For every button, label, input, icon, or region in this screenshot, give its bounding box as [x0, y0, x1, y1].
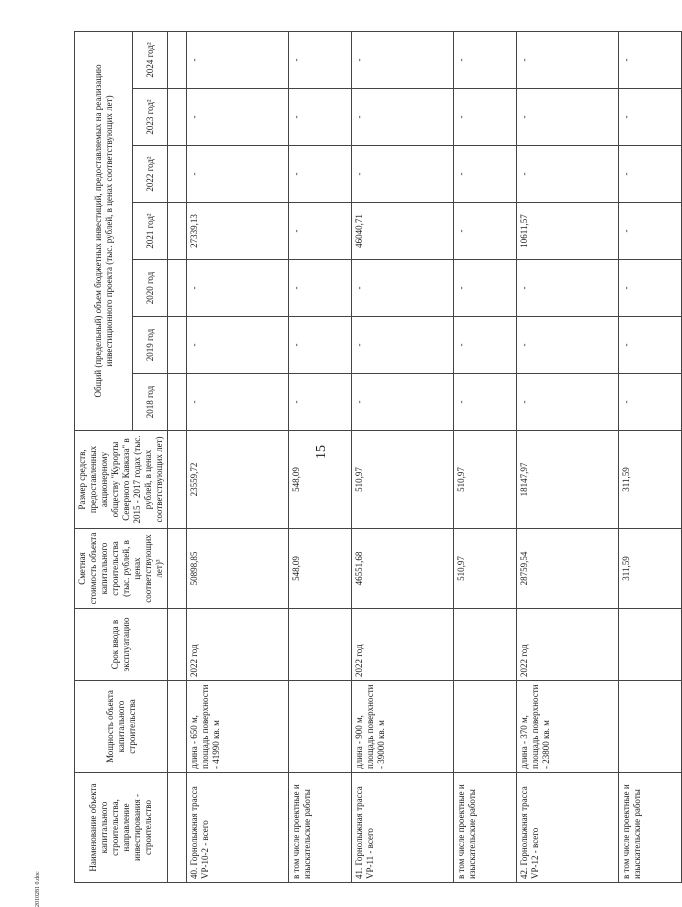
row-year-value: -: [187, 374, 289, 431]
row-year-value: -: [516, 146, 618, 203]
row-year-value: -: [454, 260, 517, 317]
row-number: 40.: [189, 867, 199, 879]
row-year-value: -: [351, 146, 453, 203]
row-year-value: 27339,13: [187, 203, 289, 260]
table-row: [187, 31, 289, 882]
row-year-value: -: [619, 203, 682, 260]
header-capacity: Мощность объекта капитального строительства: [75, 681, 168, 773]
header-year: 2019 год: [133, 317, 168, 374]
row-year-value: -: [187, 260, 289, 317]
row-year-value: -: [187, 146, 289, 203]
row-year-value: -: [619, 146, 682, 203]
row-year-value: -: [516, 31, 618, 88]
row-commissioning: 2022 год: [351, 609, 453, 681]
header-year: 2021 год²: [133, 203, 168, 260]
header-year: 2024 год²: [133, 31, 168, 88]
row-year-value: -: [454, 203, 517, 260]
table-body: [187, 31, 682, 882]
row-name: в том числе проектные и изыскательские работы: [454, 773, 517, 883]
header-commissioning: Срок ввода в эксплуатацию: [75, 609, 168, 681]
row-estimated-cost: 548,09: [289, 529, 352, 609]
table-row: [289, 31, 352, 882]
header-year: 2022 год²: [133, 146, 168, 203]
row-commissioning: [289, 609, 352, 681]
row-year-value: -: [516, 374, 618, 431]
header-year: 2020 год: [133, 260, 168, 317]
row-estimated-cost: 28759,54: [516, 529, 618, 609]
row-year-value: -: [454, 31, 517, 88]
row-commissioning: [454, 609, 517, 681]
table-header: [75, 31, 187, 882]
row-year-value: -: [289, 89, 352, 146]
row-year-value: -: [351, 317, 453, 374]
row-funds-provided: 548,09: [289, 431, 352, 529]
row-year-value: -: [516, 260, 618, 317]
row-estimated-cost: 46551,68: [351, 529, 453, 609]
column-spacer-row: [168, 31, 187, 882]
row-year-value: -: [454, 89, 517, 146]
row-name: 40. Горнолыжная трасса VP-10-2 - всего: [187, 773, 289, 883]
header-year: 2023 год²: [133, 89, 168, 146]
row-number: 42.: [518, 867, 529, 879]
row-year-value: 10611,57: [516, 203, 618, 260]
row-year-value: -: [289, 260, 352, 317]
row-year-value: -: [619, 317, 682, 374]
header-funds-provided: Размер средств, предоставленных акционерному обществу "Курорты Северного Кавказа" в 2015 - 2017 годах (тыс. рублей, в ценах соответствующих лет): [75, 431, 168, 529]
row-year-value: -: [187, 89, 289, 146]
row-year-value: -: [289, 317, 352, 374]
footer-filename: 2010281 0.doc: [35, 871, 41, 907]
row-year-value: -: [289, 374, 352, 431]
row-estimated-cost: 510,97: [454, 529, 517, 609]
row-year-value: -: [289, 146, 352, 203]
row-year-value: -: [619, 89, 682, 146]
header-year: 2018 год: [133, 374, 168, 431]
row-name: в том числе проектные и изыскательские работы: [619, 773, 682, 883]
row-year-value: -: [351, 31, 453, 88]
row-capacity: длина - 650 м, площадь поверхности - 41990 кв. м: [187, 681, 289, 773]
row-number: 41.: [353, 867, 364, 879]
row-funds-provided: 510,97: [454, 431, 517, 529]
header-estimated-cost: Сметная стоимость объекта капитального строительства (тыс. рублей, в ценах соответствующих лет)³: [75, 529, 168, 609]
row-capacity: длина - 370 м, площадь поверхности - 23800 кв. м: [516, 681, 618, 773]
investment-table-container: [74, 32, 643, 883]
row-estimated-cost: 311,59: [619, 529, 682, 609]
row-commissioning: [619, 609, 682, 681]
row-year-value: -: [454, 317, 517, 374]
row-year-value: -: [187, 317, 289, 374]
row-year-value: -: [289, 203, 352, 260]
row-funds-provided: 510,97: [351, 431, 453, 529]
row-year-value: -: [619, 31, 682, 88]
table-row: [619, 31, 682, 882]
row-year-value: -: [516, 89, 618, 146]
row-estimated-cost: 50898,85: [187, 529, 289, 609]
table-row: [454, 31, 517, 882]
row-year-value: -: [516, 317, 618, 374]
row-commissioning: 2022 год: [187, 609, 289, 681]
header-investment-group: Общий (предельный) объем бюджетных инвестиций, предоставляемых на реализацию инвестиционного проекта (тыс. рублей, в ценах соответствующих лет): [75, 31, 133, 430]
row-year-value: -: [351, 374, 453, 431]
header-name: Наименование объекта капитального строительства, направление инвестирования - строительство: [75, 773, 168, 883]
row-name: 41. Горнолыжная трасса VP-11 - всего: [351, 773, 453, 883]
row-year-value: -: [351, 89, 453, 146]
row-name: в том числе проектные и изыскательские работы: [289, 773, 352, 883]
row-funds-provided: 311,59: [619, 431, 682, 529]
row-year-value: -: [619, 260, 682, 317]
row-capacity: длина - 900 м, площадь поверхности - 39000 кв. м: [351, 681, 453, 773]
table-row: [351, 31, 453, 882]
row-year-value: -: [619, 374, 682, 431]
row-name: 42. Горнолыжная трасса VP-12 - всего: [516, 773, 618, 883]
investment-table: [74, 31, 682, 883]
row-year-value: -: [454, 146, 517, 203]
row-year-value: 46040,71: [351, 203, 453, 260]
row-year-value: -: [187, 31, 289, 88]
page-number: 15: [314, 445, 329, 459]
table-row: [516, 31, 618, 882]
row-commissioning: 2022 год: [516, 609, 618, 681]
row-capacity: [619, 681, 682, 773]
row-funds-provided: 23559,72: [187, 431, 289, 529]
row-year-value: -: [289, 31, 352, 88]
row-year-value: -: [351, 260, 453, 317]
row-capacity: [289, 681, 352, 773]
row-capacity: [454, 681, 517, 773]
row-funds-provided: 18147,97: [516, 431, 618, 529]
row-year-value: -: [454, 374, 517, 431]
